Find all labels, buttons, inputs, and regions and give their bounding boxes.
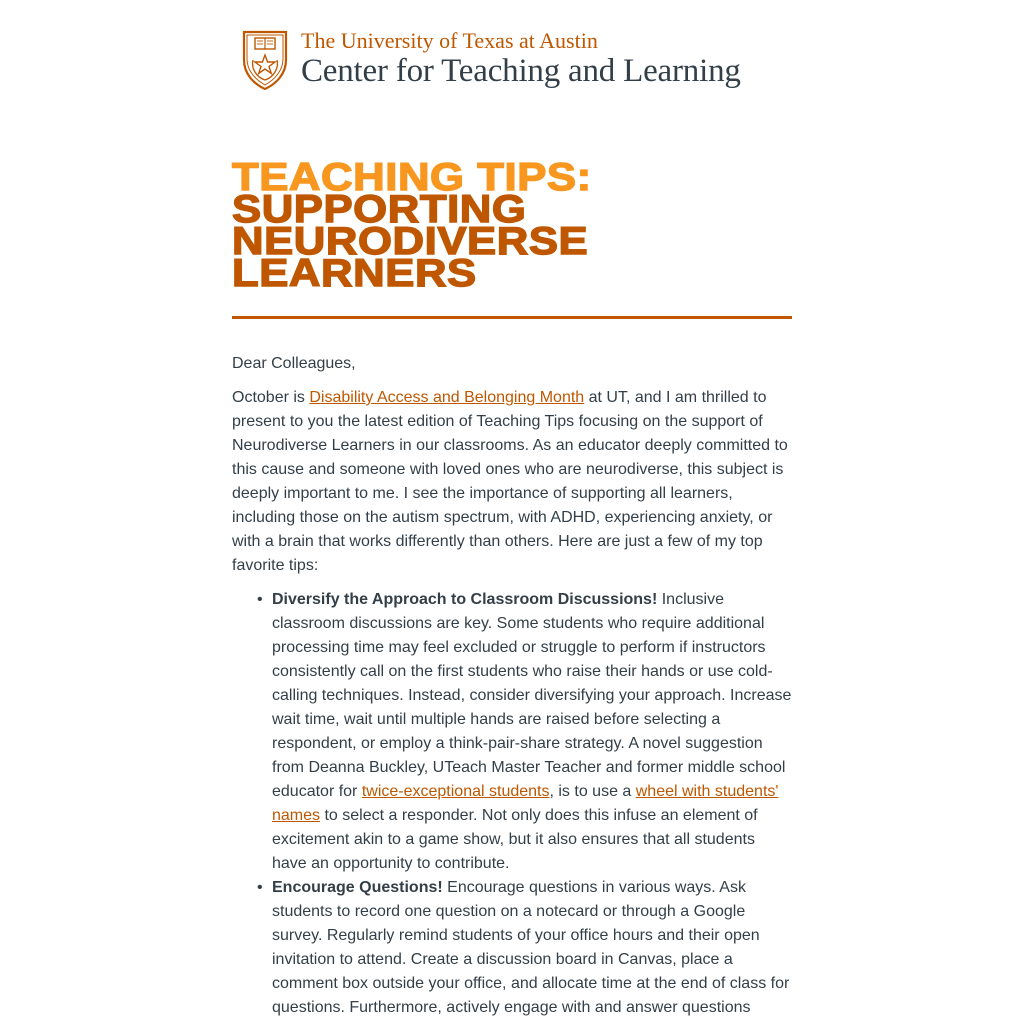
disability-access-month-link[interactable]: Disability Access and Belonging Month bbox=[309, 389, 585, 406]
intro-text-before-link: October is bbox=[232, 389, 310, 406]
title-line-3: NEURODIVERSE bbox=[232, 220, 589, 263]
title-line-2: SUPPORTING bbox=[232, 188, 527, 231]
tip-text: Encourage questions in various ways. Ask students to record one question on a notecard or through a Google survey. Regularly remind students of your office hours and their open invitation to attend. Create a discussion board in Canvas, place a comment box outside your office, and allocate time at the end of class for questions. Furthermore, actively engage with and answer questions bbox=[272, 879, 790, 1016]
tip-heading: Diversify the Approach to Classroom Discussions! bbox=[272, 591, 658, 608]
list-item-tip-discussions bbox=[257, 588, 794, 876]
tip-text: Inclusive classroom discussions are key. Some students who require additional processing time may feel excluded or struggle to perform if instructors consistently call on the first students who raise their hands or use cold-calling techniques. Instead, consider diversifying your approach. Increase wait time, wait until multiple hands are raised before selecting a respondent, or employ a think-pair-share strategy. A novel suggestion from Deanna Buckley, UTeach Master Teacher and former middle school educator for bbox=[272, 591, 792, 800]
tip-text: , is to use a bbox=[549, 783, 636, 800]
bullet-icon: • bbox=[257, 591, 263, 608]
bullet-icon: • bbox=[257, 879, 263, 896]
greeting: Dear Colleagues, bbox=[232, 355, 356, 372]
email-body bbox=[232, 352, 794, 1020]
intro-text-after-link: at UT, and I am thrilled to present to you the latest edition of Teaching Tips focusing on the support of Neurodiverse Learners in our classrooms. As an educator deeply committed to this cause and someone with loved ones who are neurodiverse, this subject is deeply important to me. I see the importance of supporting all learners, including those on the autism spectrum, with ADHD, experiencing anxiety, or with a brain that works differently than others. Here are just a few of my top favorite tips: bbox=[232, 389, 788, 574]
tip-text: to select a responder. Not only does this infuse an element of excitement akin to a game show, but it also ensures that all students have an opportunity to contribute. bbox=[272, 807, 758, 872]
ctl-logo[interactable] bbox=[241, 28, 786, 92]
title-line-1: TEACHING TIPS: bbox=[232, 156, 592, 199]
tip-heading: Encourage Questions! bbox=[272, 879, 443, 896]
intro-paragraph bbox=[232, 386, 794, 578]
list-item-tip-questions bbox=[257, 876, 794, 1020]
wheel-with-names-link[interactable]: wheel with students' names bbox=[272, 783, 779, 824]
title-line-4: LEARNERS bbox=[232, 252, 477, 295]
tips-list bbox=[232, 588, 794, 1020]
twice-exceptional-students-link[interactable]: twice-exceptional students bbox=[361, 783, 550, 800]
page-title bbox=[232, 156, 792, 295]
logo-center-name: Center for Teaching and Learning bbox=[301, 53, 741, 89]
ut-seal-icon bbox=[241, 30, 289, 90]
logo-university-name: The University of Texas at Austin bbox=[301, 28, 598, 53]
title-divider bbox=[232, 316, 792, 319]
